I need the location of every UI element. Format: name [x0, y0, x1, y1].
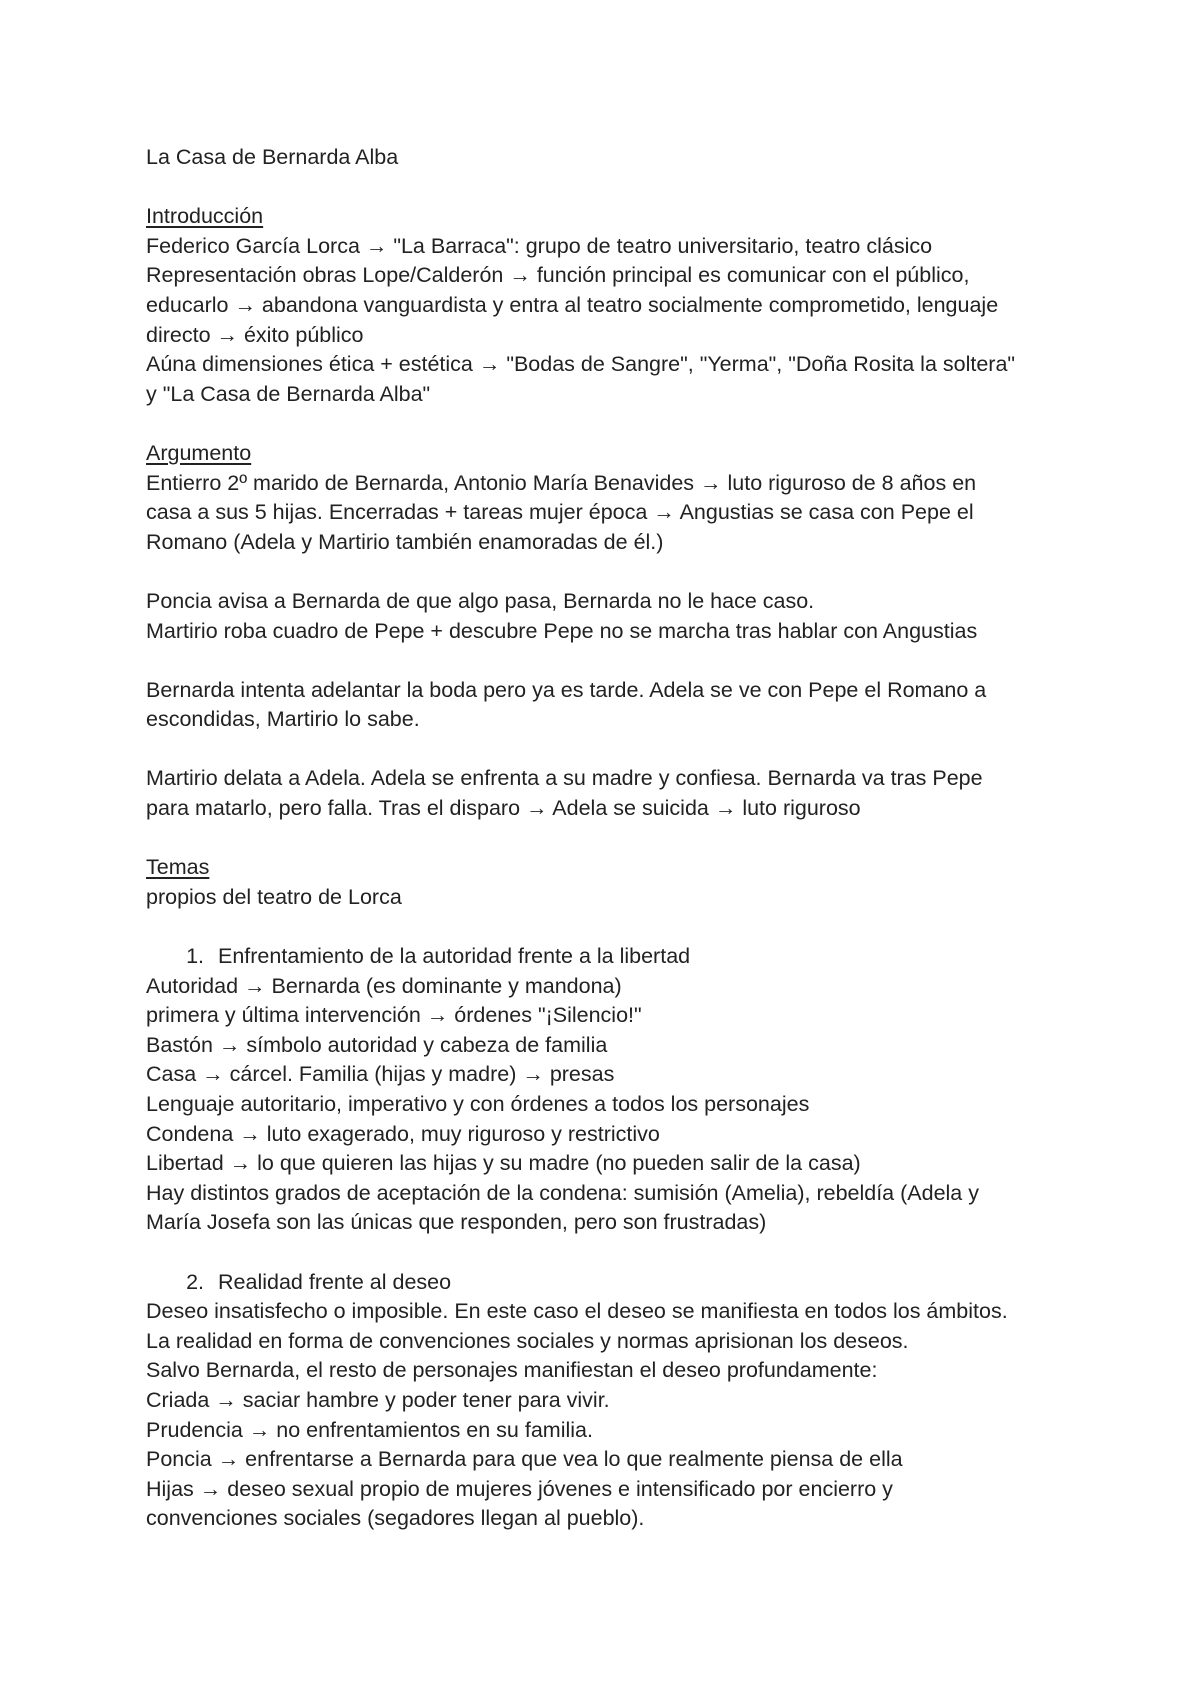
- spacer: [146, 173, 1106, 203]
- paragraph-line: Bernarda intenta adelantar la boda pero ya es tarde. Adela se ve con Pepe el Romano a: [146, 677, 987, 702]
- paragraph-line: Hay distintos grados de aceptación de la condena: sumisión (Amelia), rebeldía (Adela y: [146, 1180, 979, 1205]
- paragraph-line: Bastón → símbolo autoridad y cabeza de familia: [146, 1032, 608, 1057]
- document-title: La Casa de Bernarda Alba: [146, 145, 399, 169]
- paragraph-line: Autoridad → Bernarda (es dominante y mandona): [146, 973, 622, 998]
- paragraph-line: Libertad → lo que quieren las hijas y su madre (no pueden salir de la casa): [146, 1151, 861, 1176]
- paragraph-line: Martirio roba cuadro de Pepe + descubre Pepe no se marcha tras hablar con Angustias: [146, 618, 978, 643]
- section-heading-temas: Temas: [146, 855, 210, 880]
- spacer: [146, 912, 1106, 942]
- list-item-title: Enfrentamiento de la autoridad frente a la libertad: [218, 944, 691, 969]
- paragraph-line: Poncia → enfrentarse a Bernarda para que vea lo que realmente piensa de ella: [146, 1447, 903, 1472]
- spacer: [146, 824, 1106, 854]
- paragraph-line: La realidad en forma de convenciones sociales y normas aprisionan los deseos.: [146, 1328, 909, 1353]
- paragraph-line: Criada → saciar hambre y poder tener para vivir.: [146, 1387, 610, 1412]
- paragraph-line: escondidas, Martirio lo sabe.: [146, 707, 420, 732]
- document-page: [146, 143, 1106, 1534]
- paragraph-line: Hijas → deseo sexual propio de mujeres jóvenes e intensificado por encierro y: [146, 1476, 893, 1501]
- section-heading-argumento: Argumento: [146, 440, 252, 465]
- section-heading-introduccion: Introducción: [146, 204, 264, 229]
- section-subtitle: propios del teatro de Lorca: [146, 884, 402, 909]
- spacer: [146, 646, 1106, 676]
- paragraph-line: Aúna dimensiones ética + estética → "Bodas de Sangre", "Yerma", "Doña Rosita la soltera": [146, 352, 1016, 377]
- paragraph-line: Condena → luto exagerado, muy riguroso y restrictivo: [146, 1121, 660, 1146]
- paragraph-line: Entierro 2º marido de Bernarda, Antonio María Benavides → luto riguroso de 8 años en: [146, 470, 977, 495]
- paragraph-line: primera y última intervención → órdenes "¡Silencio!": [146, 1003, 642, 1028]
- paragraph-line: para matarlo, pero falla. Tras el disparo → Adela se suicida → luto riguroso: [146, 796, 861, 821]
- list-item-title: Realidad frente al deseo: [218, 1269, 452, 1294]
- paragraph-line: Prudencia → no enfrentamientos en su familia.: [146, 1417, 593, 1442]
- paragraph-line: Casa → cárcel. Familia (hijas y madre) → presas: [146, 1062, 615, 1087]
- paragraph-line: educarlo → abandona vanguardista y entra al teatro socialmente comprometido, lenguaje: [146, 292, 999, 317]
- spacer: [146, 409, 1106, 439]
- paragraph-line: María Josefa son las únicas que responden, pero son frustradas): [146, 1210, 767, 1235]
- paragraph-line: y "La Casa de Bernarda Alba": [146, 381, 431, 406]
- numbered-list-item: [146, 1268, 1106, 1298]
- paragraph-line: Deseo insatisfecho o imposible. En este caso el deseo se manifiesta en todos los ámbitos.: [146, 1299, 1008, 1324]
- paragraph-line: directo → éxito público: [146, 322, 364, 347]
- paragraph-line: Federico García Lorca → "La Barraca": grupo de teatro universitario, teatro clásico: [146, 233, 933, 258]
- list-number: 2.: [186, 1269, 204, 1294]
- spacer: [146, 735, 1106, 765]
- paragraph-line: Lenguaje autoritario, imperativo y con órdenes a todos los personajes: [146, 1092, 810, 1116]
- paragraph-line: casa a sus 5 hijas. Encerradas + tareas mujer época → Angustias se casa con Pepe el: [146, 500, 974, 525]
- paragraph-line: Representación obras Lope/Calderón → función principal es comunicar con el público,: [146, 263, 970, 288]
- spacer: [146, 557, 1106, 587]
- paragraph-line: convenciones sociales (segadores llegan al pueblo).: [146, 1506, 645, 1531]
- paragraph-line: Poncia avisa a Bernarda de que algo pasa, Bernarda no le hace caso.: [146, 588, 815, 613]
- numbered-list-item: [146, 942, 1106, 972]
- paragraph-line: Salvo Bernarda, el resto de personajes manifiestan el deseo profundamente:: [146, 1358, 878, 1383]
- spacer: [146, 1238, 1106, 1268]
- paragraph-line: Romano (Adela y Martirio también enamoradas de él.): [146, 529, 664, 554]
- list-number: 1.: [186, 944, 204, 969]
- paragraph-line: Martirio delata a Adela. Adela se enfrenta a su madre y confiesa. Bernarda va tras Pepe: [146, 766, 983, 791]
